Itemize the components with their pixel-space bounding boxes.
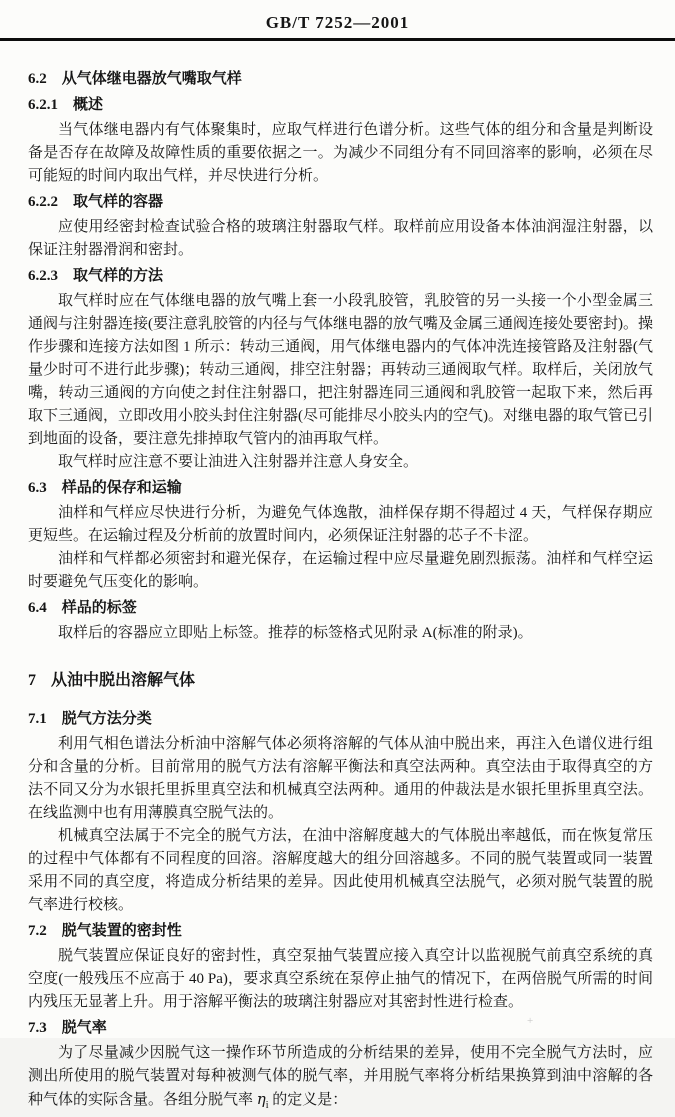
heading-7-2 [28, 920, 653, 943]
degassing-rate-text-tail: 的定义是： [268, 1092, 348, 1108]
heading-number: 7.1 [28, 711, 47, 727]
paragraph-sealing: 脱气装置应保证良好的密封性，真空泵抽气装置应接入真空计以监视脱气前真空系统的真空度(一般残压不应高于 40 Pa)，要求真空系统在泵停止抽气的情况下，在两倍脱气所需的时间内残压无显著上升。用于溶解平衡法的玻璃注射器应对其密封性进行检查。 [28, 948, 653, 1010]
paragraph-sampling-method: 取气样时应在气体继电器的放气嘴上套一小段乳胶管，乳胶管的另一头接一个小型金属三通阀与注射器连接(要注意乳胶管的内径与气体继电器的放气嘴及金属三通阀连接处要密封)。操作步骤和连接方法如图 1 所示：转动三通阀，用气体继电器内的气体冲洗连接管路及注射器(气量少时可不进行此步骤)；转动三通阀，排空注射器；再转动三通阀取气样。取样后，关闭放气嘴，转动三通阀的方向使之封住注射器口，把注射器连同三通阀和乳胶管一起取下来，然后再取下三通阀，立即改用小胶头封住注射器(尽可能排尽小胶头内的空气)。对继电器的取气管已引到地面的设备，要注意先排掉取气管内的油再取气样。 [28, 293, 653, 447]
heading-number: 6.4 [28, 600, 47, 616]
heading-number: 7.3 [28, 1020, 47, 1036]
heading-number: 6.2.2 [28, 194, 58, 210]
paragraph-degassing-rate [28, 1042, 653, 1117]
paragraph-degassing-methods: 利用气相色谱法分析油中溶解气体必须将溶解的气体从油中脱出来，再注入色谱仪进行组分和含量的分析。目前常用的脱气方法有溶解平衡法和真空法两种。真空法由于取得真空的方法不同又分为水银托里拆里真空法和机械真空法两种。通用的仲裁法是水银托里拆里真空法。在线监测中也有用薄膜真空脱气法的。 [28, 736, 653, 821]
heading-6-2-1 [28, 94, 653, 117]
heading-title: 取气样的容器 [73, 194, 164, 210]
heading-number: 7.2 [28, 923, 47, 939]
heading-number: 6.2 [28, 71, 47, 87]
paragraph-label: 取样后的容器应立即贴上标签。推荐的标签格式见附录 A(标准的附录)。 [58, 625, 533, 641]
paragraph-storage-transport: 油样和气样都必须密封和避光保存，在运输过程中应尽量避免剧烈振荡。油样和气样空运时要避免气压变化的影响。 [28, 551, 653, 590]
eta-subscript: i [265, 1100, 269, 1111]
paragraph-mechanical-vacuum: 机械真空法属于不完全的脱气方法，在油中溶解度越大的气体脱出率越低，而在恢复常压的过程中气体都有不同程度的回溶。溶解度越大的组分回溶越多。不同的脱气装置或同一装置采用不同的真空度，将造成分析结果的差异。因此使用机械真空法脱气，必须对脱气装置的脱气率进行校核。 [28, 828, 653, 913]
heading-title: 从气体继电器放气嘴取气样 [61, 71, 242, 87]
eta-symbol: η [256, 1090, 266, 1108]
degassing-rate-text: 为了尽量减少因脱气这一操作环节所造成的分析结果的差异，使用不完全脱气方法时，应测出所使用的脱气装置对每种被测气体的脱气率，并用脱气率将分析结果换算到油中溶解的各种气体的实际含量。各组分脱气率 [28, 1045, 653, 1108]
heading-6-4 [28, 597, 653, 620]
header-rule [0, 38, 675, 41]
heading-number: 6.3 [28, 480, 47, 496]
paragraph-sampling-safety: 取气样时应注意不要让油进入注射器并注意人身安全。 [58, 454, 419, 470]
page-header [0, 0, 675, 33]
scan-registration-mark: + [527, 1015, 534, 1027]
heading-6-2-3 [28, 265, 653, 288]
heading-7-1 [28, 708, 653, 731]
paragraph-storage-time: 油样和气样应尽快进行分析，为避免气体逸散，油样保存期不得超过 4 天，气样保存期应更短些。在运输过程及分析前的放置时间内，必须保证注射器的芯子不卡涩。 [28, 505, 653, 544]
standard-code: GB/T 7252—2001 [265, 13, 410, 32]
heading-title: 样品的标签 [61, 600, 137, 616]
heading-6-3 [28, 477, 653, 500]
heading-chapter-7 [28, 669, 653, 692]
heading-number: 6.2.3 [28, 268, 58, 284]
document-body [0, 49, 675, 1117]
heading-title: 取气样的方法 [73, 268, 164, 284]
heading-title: 脱气装置的密封性 [61, 923, 182, 939]
heading-7-3 [28, 1017, 653, 1040]
heading-title: 脱气方法分类 [61, 711, 152, 727]
heading-6-2 [28, 68, 653, 91]
paragraph-overview: 当气体继电器内有气体聚集时，应取气样进行色谱分析。这些气体的组分和含量是判断设备是否存在故障及故障性质的重要依据之一。为减少不同组分有不同回溶率的影响，必须在尽可能短的时间内取出气样，并尽快进行分析。 [28, 122, 653, 184]
heading-number: 7 [28, 672, 36, 689]
paragraph-sample-container: 应使用经密封检查试验合格的玻璃注射器取气样。取样前应用设备本体油润湿注射器，以保证注射器滑润和密封。 [28, 219, 653, 258]
heading-title: 从油中脱出溶解气体 [51, 672, 196, 689]
heading-6-2-2 [28, 191, 653, 214]
heading-title: 脱气率 [61, 1020, 107, 1036]
heading-title: 样品的保存和运输 [61, 480, 182, 496]
heading-number: 6.2.1 [28, 97, 58, 113]
heading-title: 概述 [73, 97, 104, 113]
